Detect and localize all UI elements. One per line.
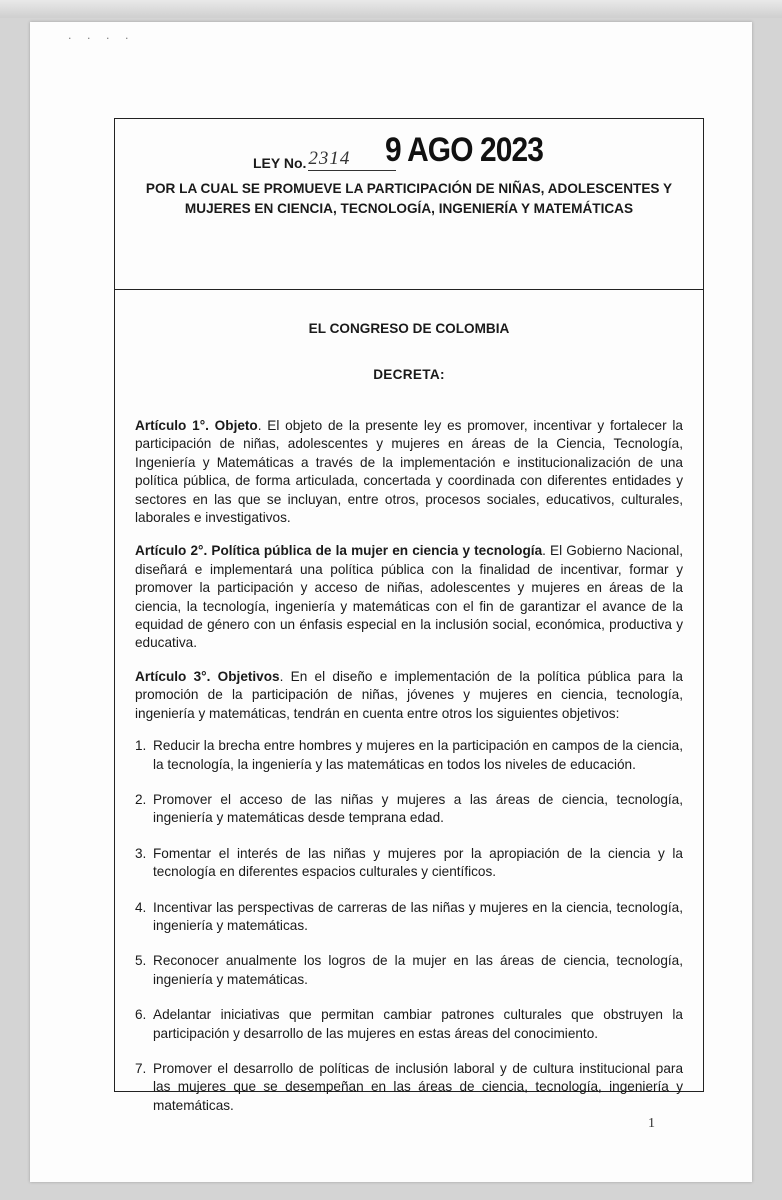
list-text: Reconocer anualmente los logros de la mujer en las áreas de ciencia, tecnología, ingeniería y matemáticas. — [153, 953, 683, 987]
list-number: 6. — [135, 1007, 147, 1023]
list-item — [135, 952, 683, 989]
list-number: 4. — [135, 899, 147, 915]
law-date-stamp: 9 AGO 2023 — [385, 131, 544, 169]
list-text: Adelantar iniciativas que permitan cambiar patrones culturales que obstruyen la participación y desarrollo de las mujeres en estas áreas del conocimiento. — [153, 1007, 683, 1041]
viewer-top-bar — [0, 0, 782, 18]
list-number: 7. — [135, 1060, 147, 1076]
article-1 — [135, 417, 683, 527]
law-header — [115, 119, 703, 290]
law-frame — [114, 118, 704, 1113]
list-number: 2. — [135, 791, 147, 807]
article-heading: Artículo 3°. Objetivos — [135, 668, 280, 684]
list-number: 3. — [135, 845, 147, 861]
article-text: . En el diseño e implementación de la política pública para la promoción de la participación de niñas, jóvenes y mujeres en ciencia, tecnología, ingeniería y matemáticas, tendrán en cuenta entre otros los siguientes objetivos: — [135, 668, 683, 721]
law-number-line — [253, 131, 396, 171]
decreta-heading: DECRETA: — [373, 367, 445, 382]
list-text: Fomentar el interés de las niñas y mujeres por la apropiación de la ciencia y la tecnología en diferentes espacios culturales y científicos. — [153, 845, 683, 880]
list-item — [135, 1060, 683, 1115]
scan-specks: · · · · — [68, 32, 135, 45]
list-text: Incentivar las perspectivas de carreras de las niñas y mujeres en la ciencia, tecnología, ingeniería y matemáticas. — [153, 899, 683, 933]
article-text: . El objeto de la presente ley es promover, incentivar y fortalecer la participación de niñas, adolescentes y mujeres en áreas de la Ciencia, Tecnología, Ingeniería y Matemáticas a través de la implementación e institucionalización de una política pública, de forma articulada, concertada y coordinada con diferentes entidades y sectores en las que se incluyan, entre otros, procesos sociales, educativos, culturales, laborales e investigativos. — [135, 418, 683, 526]
document-page — [30, 22, 752, 1182]
objectives-list — [135, 737, 683, 1115]
list-number: 1. — [135, 738, 147, 754]
article-text: . El Gobierno Nacional, diseñará e implementará una política pública con la finalidad de incentivar, formar y promover la participación y acceso de niñas, adolescentes y mujeres en áreas de la ciencia, la tecnología, ingeniería y matemáticas con el fin de garantizar el avance de la equidad de género con un énfasis especial en la inclusión social, económica, productiva y educativa. — [135, 543, 684, 651]
issuer-heading: EL CONGRESO DE COLOMBIA — [308, 321, 510, 336]
article-heading: Artículo 1°. Objeto — [135, 418, 258, 433]
law-number: 2314 — [308, 148, 396, 171]
list-text: Promover el acceso de las niñas y mujeres a las áreas de ciencia, tecnología, ingeniería y matemáticas desde temprana edad. — [153, 791, 683, 826]
law-number-label: LEY No. — [253, 155, 307, 171]
list-item — [135, 1006, 683, 1043]
list-text: Reducir la brecha entre hombres y mujeres en la participación en campos de la ciencia, la tecnología, la ingeniería y las matemáticas en todos los niveles de educación. — [153, 738, 683, 772]
law-body — [135, 417, 683, 1132]
list-item — [135, 845, 683, 882]
list-text: Promover el desarrollo de políticas de inclusión laboral y de cultura institucional para las mujeres que se desempeñan en las áreas de ciencia, tecnología, ingeniería y matemáticas. — [153, 1060, 683, 1113]
list-number: 5. — [135, 953, 147, 969]
article-heading: Artículo 2°. Política pública de la mujer en ciencia y tecnología — [135, 543, 543, 559]
list-item — [135, 791, 683, 828]
article-2 — [135, 542, 683, 652]
law-title: POR LA CUAL SE PROMUEVE LA PARTICIPACIÓN DE NIÑAS, ADOLESCENTES Y MUJERES EN CIENCIA, TECNOLOGÍA, INGENIERÍA Y MATEMÁTICAS — [145, 181, 673, 216]
list-item — [135, 899, 683, 936]
page-number: 1 — [648, 1116, 655, 1131]
article-3 — [135, 668, 683, 723]
list-item — [135, 737, 683, 774]
